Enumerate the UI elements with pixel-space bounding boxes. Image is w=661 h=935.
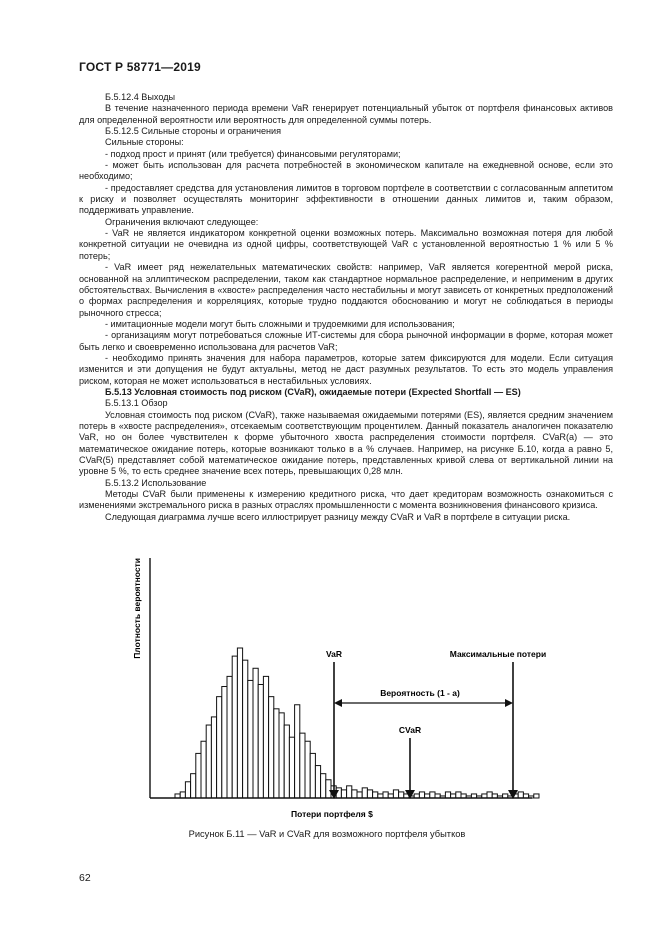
histogram-bar — [321, 774, 326, 798]
histogram-bar — [237, 648, 242, 798]
figure-caption: Рисунок Б.11 — VaR и CVaR для возможного портфеля убытков — [188, 829, 466, 839]
histogram-bar — [295, 705, 300, 798]
histogram-bar — [487, 792, 492, 798]
paragraph: - может быть использован для расчета потребностей в экономическом капитале на ежедневной основе, если это необходимо; — [79, 160, 613, 182]
document-body — [79, 92, 613, 523]
histogram-bar — [518, 792, 523, 798]
histogram-bar — [196, 753, 201, 798]
histogram-bar — [232, 656, 237, 798]
document-header: ГОСТ Р 58771—2019 — [79, 60, 201, 74]
histogram-bar — [279, 713, 284, 798]
histogram-bar — [206, 725, 211, 798]
cvar-label: CVaR — [398, 725, 422, 735]
x-axis-label: Потери портфеля $ — [291, 809, 373, 819]
paragraph: Сильные стороны: — [105, 137, 184, 148]
paragraph: Б.5.13.2 Использование — [105, 477, 207, 488]
histogram-bar — [211, 717, 216, 798]
histogram-bar — [310, 753, 315, 798]
var-cvar-figure — [120, 552, 560, 830]
histogram-bar — [274, 709, 279, 798]
histogram-bar — [185, 782, 190, 798]
paragraph: - организациям могут потребоваться сложные ИТ-системы для сбора рыночной информации в форме, которая может быть легко и своевременно использована для расчетов VaR; — [79, 330, 613, 352]
histogram-bar — [201, 741, 206, 798]
histogram-bar — [300, 733, 305, 798]
paragraph: - VaR имеет ряд нежелательных математических свойств: например, VaR является когерентной мерой риска, основанной на эллиптическом распределении, таком как стандартное нормальное распределение, и неприменим в других обстоятельствах. Вычисления в «хвосте» распределения часто нестабильны и могут зависеть от конкретных предположений о формах распределения и корреляциях, которые трудно поддаются обоснованию и могут не соблюдаться в периоды рыночного стресса; — [79, 262, 613, 318]
paragraph: Б.5.13 Условная стоимость под риском (CVaR), ожидаемые потери (Expected Shortfall — ES) — [105, 386, 521, 397]
paragraph: - VaR не является индикатором конкретной оценки возможных потерь. Максимально возможная потеря для любой конкретной ситуации не очевидна из одной цифры, соответствующей VaR с установленной вероятностью 1 % или 5 % потерь; — [79, 228, 613, 261]
paragraph: Б.5.13.1 Обзор — [105, 398, 168, 409]
histogram-bar — [284, 725, 289, 798]
histogram-bar — [347, 786, 352, 798]
paragraph: Следующая диаграмма лучше всего иллюстрирует разницу между CVaR и VaR в портфеле в ситуации риска. — [105, 511, 571, 522]
histogram-bar — [393, 790, 398, 798]
histogram-bar — [362, 788, 367, 798]
histogram-bar — [289, 737, 294, 798]
histogram-bar — [357, 792, 362, 798]
histogram-bar — [341, 790, 346, 798]
histogram-bar — [315, 766, 320, 798]
histogram-bar — [263, 676, 268, 798]
max-loss-label: Максимальные потери — [449, 649, 547, 659]
histogram-bar — [243, 660, 248, 798]
page-number: 62 — [79, 872, 91, 884]
histogram-bar — [227, 676, 232, 798]
probability-label: Вероятность (1 - a) — [380, 688, 460, 698]
histogram-bar — [305, 741, 310, 798]
histogram-bar — [352, 790, 357, 798]
paragraph: Условная стоимость под риском (CVaR), также называемая ожидаемыми потерями (ES), является средним значением потерь в «хвосте распределения», отсекаемым соответствующим процентилем. Данный показатель аналогичен показателю VaR, но он более чувствителен к форме убыточного хвоста распределения стоимости портфеля. CVaR(a) — это математическое ожидание потерь, которые возникают только в a % случаев. Например, на рисунке Б.10, когда a равно 5, CVaR(5) представляет собой математическое ожидание потерь, представленных кривой слева от вертикальной линии на уровне 5 %, то есть среднее значение всех потерь, превышающих 0,28 млн. — [79, 409, 613, 477]
histogram-bar — [373, 792, 378, 798]
paragraph: - подход прост и принят (или требуется) финансовыми регуляторами; — [105, 148, 401, 159]
histogram-bar — [367, 790, 372, 798]
histogram-bar — [217, 697, 222, 798]
paragraph: - имитационные модели могут быть сложными и трудоемкими для использования; — [105, 318, 455, 329]
histogram-bar — [269, 697, 274, 798]
histogram-bar — [253, 668, 258, 798]
paragraph: Б.5.12.4 Выходы — [105, 92, 176, 102]
histogram-bar — [180, 792, 185, 798]
histogram-bar — [456, 792, 461, 798]
histogram-bar — [248, 680, 253, 798]
paragraph: - необходимо принять значения для набора параметров, которые затем фиксируются для модели. Если ситуация изменится и эти допущения не будут актуальны, метод не даст разумных результатов. То есть это модель управления риском, которая не может использоваться в нестабильных условиях. — [79, 352, 613, 386]
histogram-bar — [399, 792, 404, 798]
histogram-bar — [419, 792, 424, 798]
paragraph: В течение назначенного периода времени VaR генерирует потенциальный убыток от портфеля финансовых активов для определенной вероятности или вероятность для определенной суммы потерь. — [79, 103, 613, 125]
paragraph: - предоставляет средства для установления лимитов в торговом портфеле в соответствии с согласованным аппетитом к риску и позволяет осуществлять мониторинг эффективности в отношении данных лимитов и, таким образом, поддерживать управление. — [79, 182, 613, 216]
histogram-bar — [430, 792, 435, 798]
paragraph: Б.5.12.5 Сильные стороны и ограничения — [105, 126, 282, 137]
histogram-bar — [191, 774, 196, 798]
histogram-bar — [534, 794, 539, 798]
histogram-bar — [445, 792, 450, 798]
histogram-bar — [258, 684, 263, 798]
paragraph: Ограничения включают следующее: — [105, 216, 259, 227]
histogram-bar — [326, 780, 331, 798]
y-axis-label: Плотность вероятности — [132, 558, 142, 659]
paragraph: Методы CVaR были применены к измерению кредитного риска, что дает кредиторам возможность ознакомиться с изменениями экстремального риска в разных отраслях промышленности с момента возникновения финансового кризиса. — [79, 489, 613, 511]
histogram-bar — [383, 792, 388, 798]
probability-arrow-left — [334, 699, 342, 707]
var-label: VaR — [325, 649, 343, 659]
histogram-chart — [120, 552, 560, 830]
histogram-bar — [222, 687, 227, 798]
probability-arrow-right — [505, 699, 513, 707]
